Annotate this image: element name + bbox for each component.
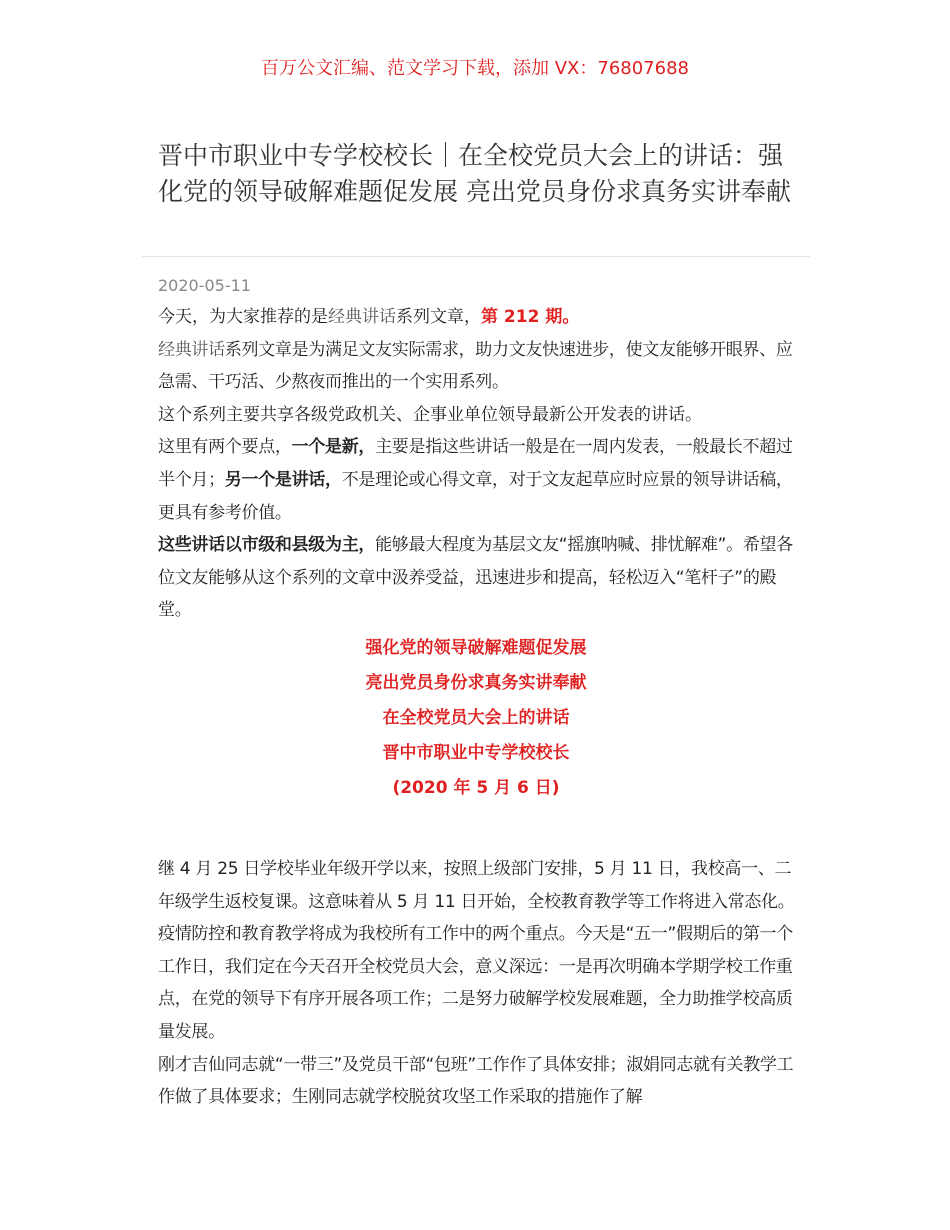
speech-paragraph-2: 刚才吉仙同志就“一带三”及党员干部“包班”工作作了具体安排；淑娟同志就有关教学工作做了具体要求；生刚同志就学校脱贫攻坚工作采取的措施作了解: [158, 1054, 794, 1108]
title-divider: [142, 256, 810, 257]
intro-paragraph-1: [158, 301, 798, 334]
publish-date: 2020-05-11: [158, 276, 251, 295]
intro-text: 主要是指这些讲话一般是在一周内发表，一般最长不超过半个月；: [158, 437, 793, 490]
intro-text: 系列文章是为满足文友实际需求，助力文友快速进步，使文友能够开眼界、应急需、干巧活、少熬夜而推出的一个实用系列。: [158, 339, 793, 393]
emphasis-text: 另一个是讲话，: [224, 469, 342, 490]
speech-date: (2020 年 5 月 6 日): [392, 777, 560, 798]
intro-paragraph-5: [158, 529, 798, 627]
intro-text: 能够最大程度为基层文友“摇旗呐喊、排忧解难”。希望各位文友能够从这个系列的文章中汲养受益，迅速进步和提高，轻松迈入“笔杆子”的殿堂。: [158, 535, 793, 621]
intro-text: 今天，为大家推荐的是: [158, 307, 328, 327]
speech-title-line-1: 强化党的领导破解难题促发展: [365, 637, 587, 658]
article-title: 晋中市职业中专学校校长｜在全校党员大会上的讲话：强化党的领导破解难题促发展 亮出党员身份求真务实讲奉献: [158, 141, 791, 206]
intro-paragraph-4: [158, 431, 798, 529]
emphasis-text: 一个是新，: [291, 437, 376, 458]
article-body: [158, 301, 798, 1114]
speech-header: [158, 631, 798, 806]
emphasis-text: 这些讲话以市级和县级为主，: [158, 535, 376, 556]
series-name: 经典讲话: [158, 339, 225, 360]
issue-number: 第 212 期。: [481, 307, 580, 327]
promo-banner: 百万公文汇编、范文学习下载，添加 VX：76807688: [261, 58, 689, 79]
speech-paragraph-1: 继 4 月 25 日学校毕业年级开学以来，按照上级部门安排，5 月 11 日，我校高一、二年级学生返校复课。这意味着从 5 月 11 日开始，全校教育教学等工作将进入常态化。疫情防控和教育教学将成为我校所有工作中的两个重点。今天是“五一”假期后的第一个工作日，我们定在今天召开全校党员大会，意义深远：一是再次明确本学期学校工作重点，在党的领导下有序开展各项工作；二是努力破解学校发展难题，全力助推学校高质量发展。: [158, 858, 795, 1042]
intro-paragraph-2: [158, 334, 798, 399]
speech-title-line-2: 亮出党员身份求真务实讲奉献: [365, 672, 587, 693]
intro-text: 系列文章，: [396, 307, 481, 327]
intro-text: 这里有两个要点，: [158, 437, 292, 458]
spacer: [158, 806, 798, 853]
intro-text: 不是理论或心得文章，对于文友起草应时应景的领导讲话稿，更具有参考价值。: [158, 469, 793, 523]
speaker: 晋中市职业中专学校校长: [382, 742, 570, 763]
speech-occasion: 在全校党员大会上的讲话: [382, 707, 570, 728]
series-name: 经典讲话: [328, 307, 396, 327]
intro-paragraph-3: 这个系列主要共享各级党政机关、企事业单位领导最新公开发表的讲话。: [158, 404, 702, 425]
